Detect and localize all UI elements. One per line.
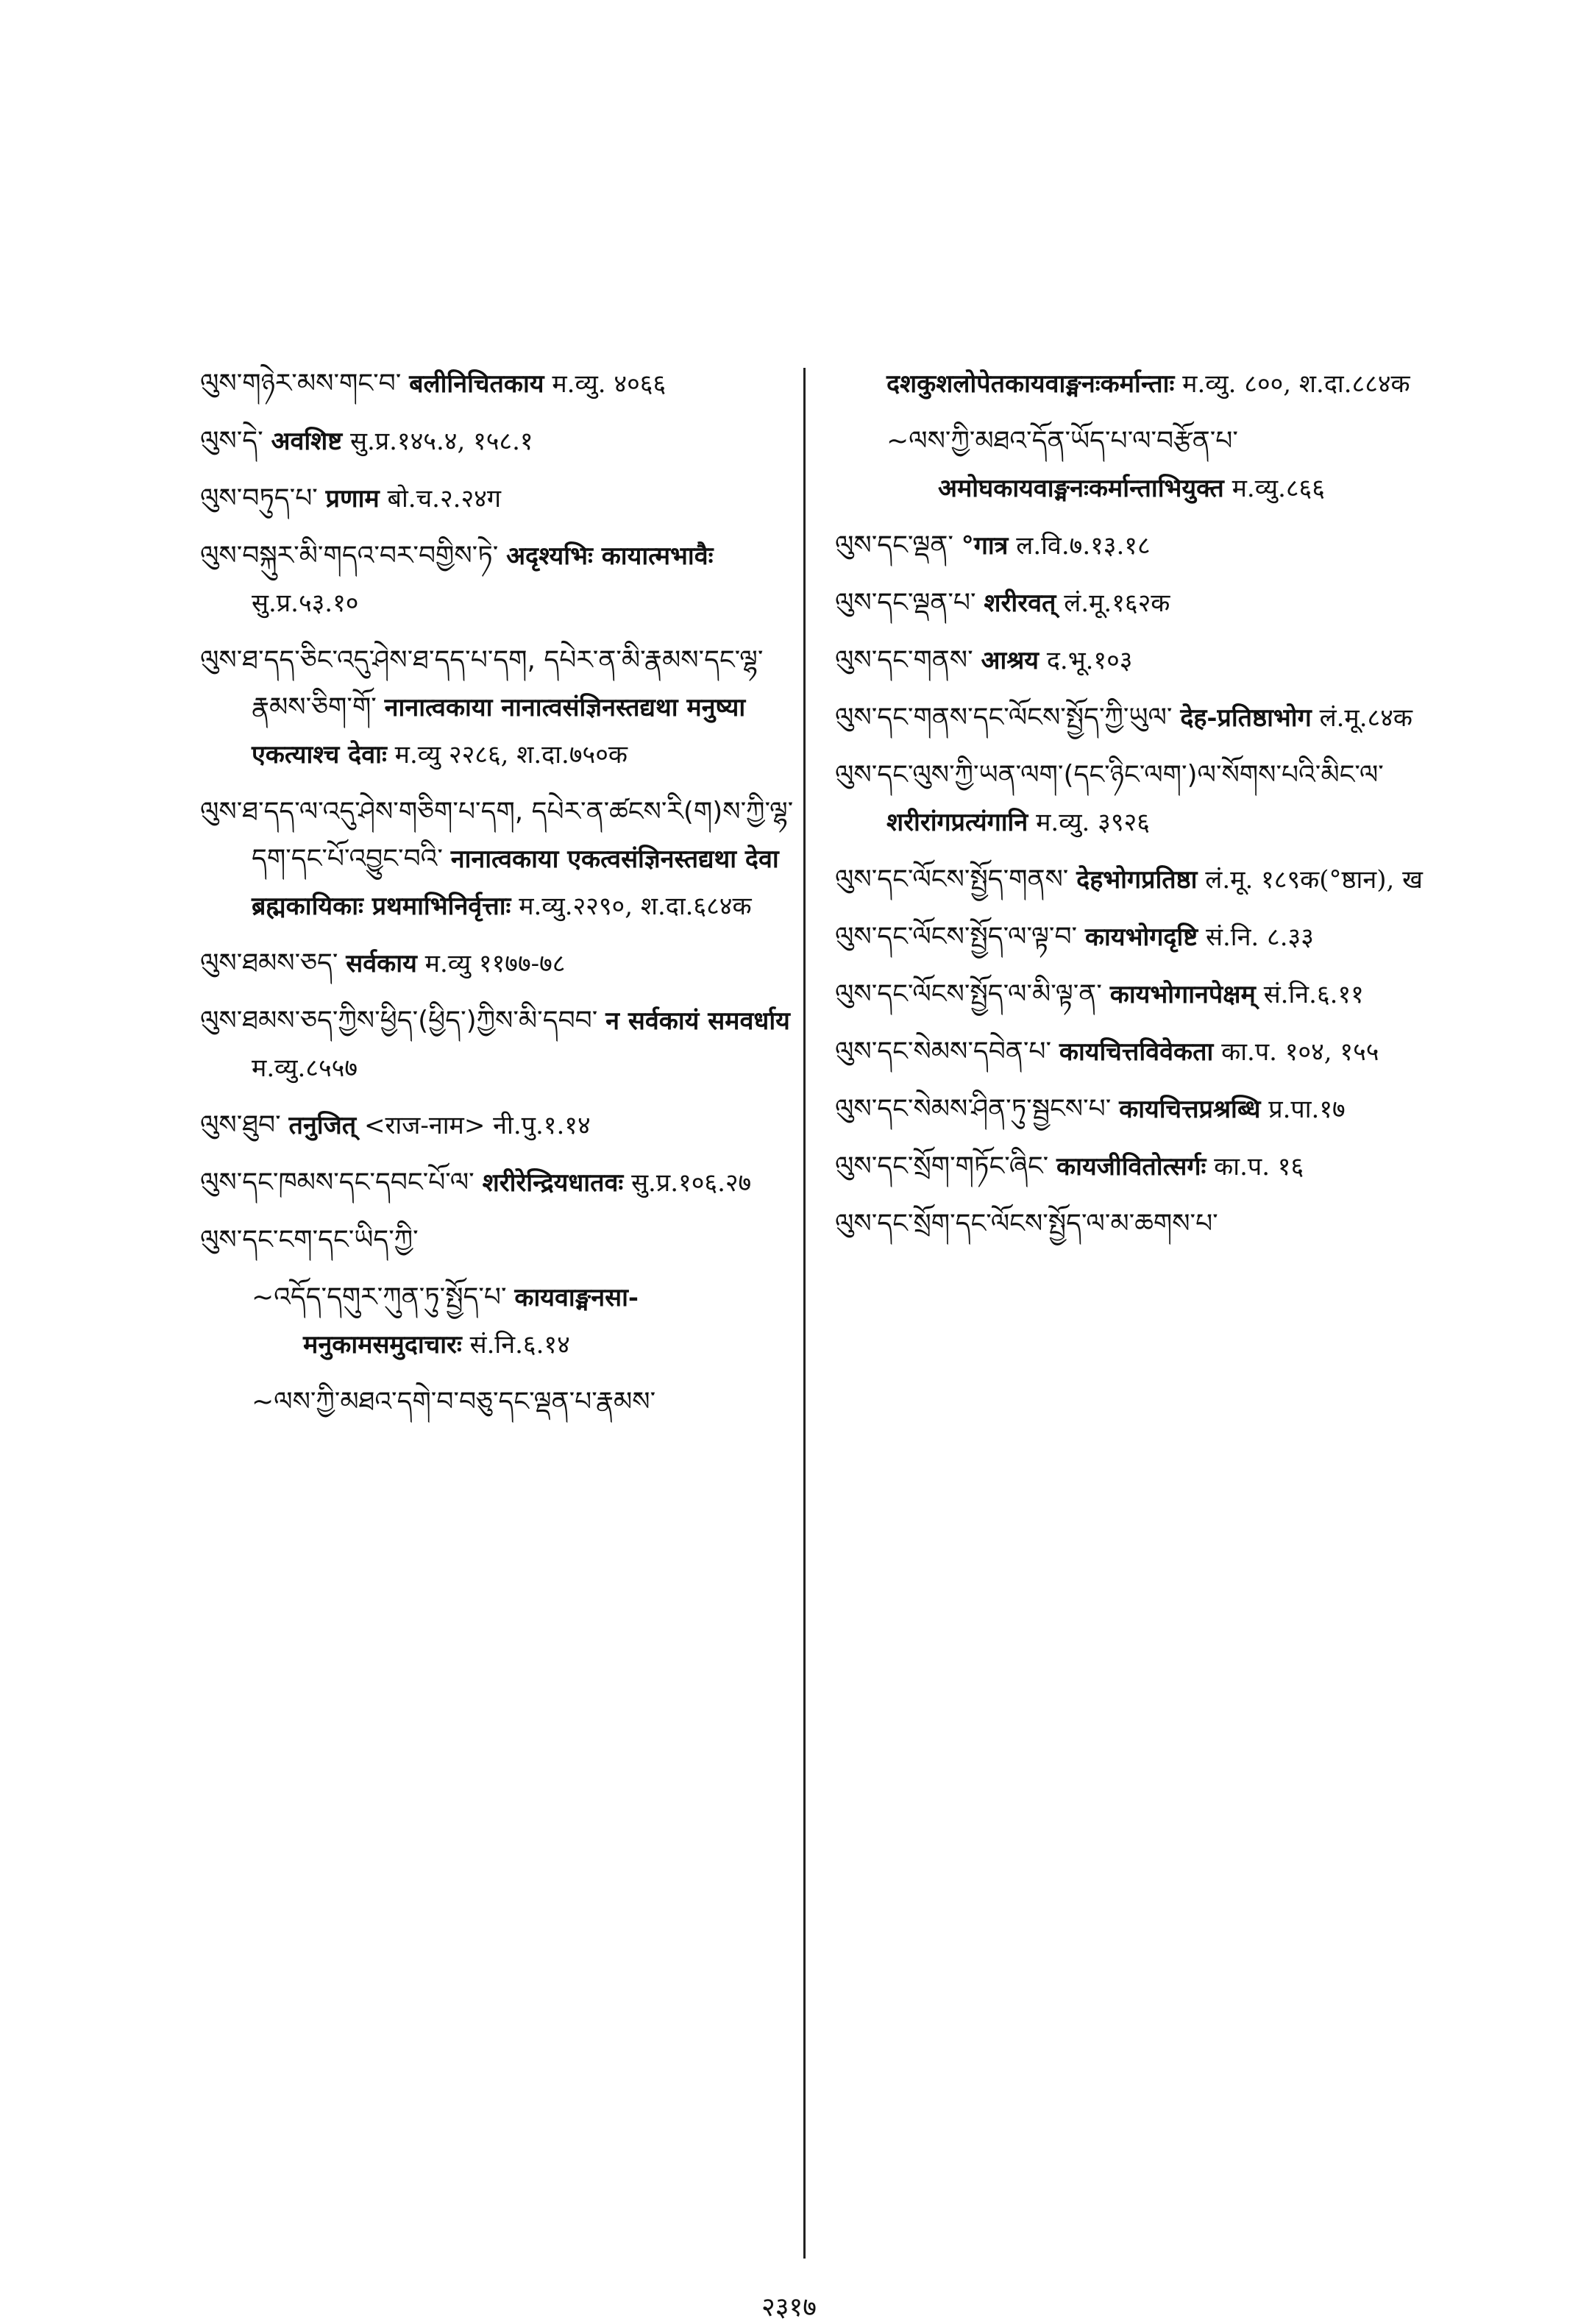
dictionary-entry xyxy=(835,637,1431,684)
tibetan-headword: ལུས་དང་ལོངས་སྤྱོད་ལ་ལྟ་བ་ xyxy=(835,922,1078,952)
dictionary-entry xyxy=(200,637,796,778)
source-reference: ल.वि.७.१३.१८ xyxy=(1016,531,1151,561)
dictionary-entry xyxy=(835,752,1431,846)
source-reference: म.व्यु.८५५७ xyxy=(252,1053,358,1083)
dictionary-entry xyxy=(200,1102,796,1149)
dictionary-entry xyxy=(200,533,796,627)
tibetan-headword: ལུས་དང་སེམས་དབེན་པ་ xyxy=(835,1037,1052,1067)
sanskrit-equivalent: अदृश्यभिः कायात्मभावैः xyxy=(506,541,714,571)
source-reference: म.व्यु २२८६, श.दा.७५०क xyxy=(394,740,628,770)
sanskrit-equivalent: कायभोगदृष्टि xyxy=(1084,923,1198,952)
tibetan-headword: ལུས་དང་ཁམས་དང་དབང་པོ་ལ་ xyxy=(200,1168,475,1198)
column-divider xyxy=(803,368,806,2259)
tibetan-headword: ལུས་དང་ལུས་ཀྱི་ཡན་ལག་(དང་ཉིང་ལག་)ལ་སོགས་པའི་མིང་ལ་ xyxy=(835,760,1384,790)
tibetan-headword: ལུས་དང་སེམས་ཤིན་ཏུ་སྦྱངས་པ་ xyxy=(835,1094,1112,1124)
tibetan-headword: ལུས་དང་གནས་དང་ལོངས་སྤྱོད་ཀྱི་ཡུལ་ xyxy=(835,703,1173,733)
dictionary-entry xyxy=(200,1159,796,1207)
tibetan-headword: ལུས་དང་གནས་ xyxy=(835,645,973,675)
sanskrit-equivalent: कायभोगानपेक्षम् xyxy=(1109,980,1256,1009)
source-reference: का.प. १६ xyxy=(1214,1152,1304,1181)
sanskrit-equivalent: शरीरवत् xyxy=(984,589,1056,618)
source-reference: सु.प्र.१०६.२७ xyxy=(631,1168,752,1198)
dictionary-entry xyxy=(835,1143,1431,1190)
source-reference: लं.मू.८४क xyxy=(1319,703,1413,733)
sanskrit-equivalent: न सर्वकायं समवर्धाय xyxy=(605,1006,790,1036)
sanskrit-equivalent: अवशिष्ट xyxy=(271,427,343,456)
dictionary-entry xyxy=(835,856,1431,903)
dictionary-entry xyxy=(835,1201,1431,1248)
dictionary-entry xyxy=(200,1274,796,1368)
source-reference: का.प. १०४, १५५ xyxy=(1221,1037,1379,1067)
source-reference: सं.नि.६.११ xyxy=(1263,980,1364,1009)
sanskrit-equivalent: कायचित्तविवेकता xyxy=(1059,1037,1214,1067)
source-reference: सं.नि.६.१४ xyxy=(469,1330,570,1360)
tibetan-headword: ~ལས་ཀྱི་མཐའ་དགེ་བ་བཅུ་དང་ལྡན་པ་རྣམས་ xyxy=(252,1387,656,1417)
dictionary-entry xyxy=(835,580,1431,627)
tibetan-headword: ལུས་དང་ལོངས་སྤྱོད་གནས་ xyxy=(835,864,1069,895)
source-reference: सु.प्र.१४५.४, १५८.१ xyxy=(349,427,533,456)
sanskrit-equivalent: दशकुशलोपेतकायवाङ्मनःकर्मान्ताः xyxy=(886,369,1175,399)
sanskrit-equivalent: तनुजित् xyxy=(288,1111,357,1140)
tibetan-headword: ལུས་བཏུད་པ་ xyxy=(200,483,318,514)
sanskrit-equivalent: सर्वकाय xyxy=(346,949,417,978)
dictionary-entry xyxy=(200,1217,796,1264)
dictionary-entry xyxy=(200,418,796,465)
tibetan-headword: ལུས་དང་སྲོག་གཏོང་ཞིང་ xyxy=(835,1151,1049,1181)
tibetan-headword: ལུས་ཐུབ་ xyxy=(200,1110,281,1140)
dictionary-entry xyxy=(835,522,1431,569)
dictionary-entry xyxy=(835,1086,1431,1133)
dictionary-entry xyxy=(835,1028,1431,1076)
dictionary-entry xyxy=(835,418,1431,512)
dictionary-entry xyxy=(835,694,1431,742)
source-reference: लं.मू.१६२क xyxy=(1064,589,1170,618)
dictionary-entry xyxy=(200,998,796,1092)
sanskrit-equivalent: शरीरेन्द्रियधातवः xyxy=(482,1168,624,1198)
tibetan-headword: ~ལས་ཀྱི་མཐའ་དོན་ཡོད་པ་ལ་བརྩོན་པ་ xyxy=(886,426,1238,456)
source-reference: लं.मू. १८९क(°ष्ठान), ख xyxy=(1205,865,1423,895)
sanskrit-equivalent: प्रणाम xyxy=(325,484,380,514)
dictionary-entry xyxy=(200,475,796,522)
source-reference: <राज-नाम> नी.पु.१.१४ xyxy=(363,1111,591,1140)
source-reference: म.व्यु ११७७-७८ xyxy=(424,949,566,978)
source-reference: म.व्यु. ३९२६ xyxy=(1036,808,1150,837)
sanskrit-equivalent: देह-प्रतिष्ठाभोग xyxy=(1180,703,1312,733)
sanskrit-equivalent: °गात्र xyxy=(961,531,1009,561)
tibetan-headword: ལུས་དང་ངག་དང་ཡིད་ཀྱི་ xyxy=(200,1225,419,1255)
sanskrit-equivalent: आश्रय xyxy=(981,646,1039,675)
tibetan-headword: ལུས་དེ་ xyxy=(200,426,263,456)
dictionary-entry xyxy=(835,971,1431,1018)
sanskrit-equivalent: कायचित्तप्रश्रब्धि xyxy=(1119,1095,1261,1124)
source-reference: प्र.पा.१७ xyxy=(1268,1095,1346,1124)
tibetan-headword: ལུས་བསྐུར་མི་གདའ་བར་བགྱིས་ཏེ་ xyxy=(200,541,499,571)
sanskrit-equivalent: नानात्वकाया नानात्वसंज्ञिनस्तद्यथा मनुष्या एकत्याश्च देवाः xyxy=(252,693,746,770)
tibetan-headword: ལུས་དང་སྲོག་དང་ལོངས་སྤྱོད་ལ་མ་ཆགས་པ་ xyxy=(835,1209,1218,1239)
right-column xyxy=(835,360,1431,1258)
source-reference: बो.च.२.२४ग xyxy=(387,484,501,514)
sanskrit-equivalent: देहभोगप्रतिष्ठा xyxy=(1076,865,1198,895)
dictionary-entry xyxy=(200,360,796,408)
left-column xyxy=(200,360,796,1436)
source-reference: म.व्यु. ८००, श.दा.८८४क xyxy=(1182,369,1410,399)
source-reference: सु.प्र.५३.१० xyxy=(252,589,359,618)
sanskrit-equivalent: बलीनिचितकाय xyxy=(409,369,544,399)
sanskrit-equivalent: नानात्वकाया एकत्वसंज्ञिनस्तद्यथा देवा ब्रह्मकायिकाः प्रथमाभिनिर्वृत्ताः xyxy=(252,845,779,921)
dictionary-entry xyxy=(835,360,1431,408)
dictionary-entry xyxy=(200,940,796,987)
dictionary-entry xyxy=(835,914,1431,961)
sanskrit-equivalent: कायजीवितोत्सर्गः xyxy=(1056,1152,1206,1181)
tibetan-headword: ལུས་གཉེར་མས་གང་བ་ xyxy=(200,369,402,399)
tibetan-headword: ~འདོད་དགུར་ཀུན་ཏུ་སྤྱོད་པ་ xyxy=(252,1282,507,1312)
sanskrit-equivalent: शरीरांगप्रत्यंगानि xyxy=(886,808,1028,837)
source-reference: सं.नि. ८.३३ xyxy=(1205,923,1314,952)
sanskrit-equivalent: अमोघकायवाङ्मनःकर्मान्ताभियुक्त xyxy=(938,474,1224,503)
tibetan-headword: ལུས་དང་ལྡན་པ་ xyxy=(835,588,976,618)
tibetan-headword: ལུས་ཐ་དད་ལ་འདུ་ཤེས་གཅིག་པ་དག, དཔེར་ན་ཚངས་རི(ག)ས་ཀྱི་ལྷ་དག་དང་པོ་འབྱུང་བའི་ xyxy=(200,797,794,874)
source-reference: म.व्यु.२२९०, श.दा.६८४क xyxy=(519,892,752,921)
tibetan-headword: ལུས་ཐ་དད་ཅིང་འདུ་ཤེས་ཐ་དད་པ་དག, དཔེར་ན་མི་རྣམས་དང་ལྷ་རྣམས་ཅིག་གོ་ xyxy=(200,645,764,722)
source-reference: म.व्यु. ४०६६ xyxy=(552,369,667,399)
source-reference: म.व्यु.८६६ xyxy=(1232,474,1325,503)
tibetan-headword: ལུས་དང་ལོངས་སྤྱོད་ལ་མི་ལྟ་ན་ xyxy=(835,979,1102,1009)
tibetan-headword: ལུས་དང་ལྡན་ xyxy=(835,530,953,561)
dictionary-entry xyxy=(200,789,796,930)
tibetan-headword: ལུས་ཐམས་ཅད་ཀྱིས་ཕྱིད་(ཕྱིད་)ཀྱིས་མི་དབབ་ xyxy=(200,1006,598,1036)
tibetan-headword: ལུས་ཐམས་ཅད་ xyxy=(200,948,338,978)
dictionary-entry xyxy=(200,1379,796,1426)
page-number: २३१७ xyxy=(761,2292,817,2323)
source-reference: द.भू.१०३ xyxy=(1046,646,1133,675)
sanskrit-equivalent: कायवाङ्मनसा-मनुकामसमुदाचारः xyxy=(303,1283,639,1360)
